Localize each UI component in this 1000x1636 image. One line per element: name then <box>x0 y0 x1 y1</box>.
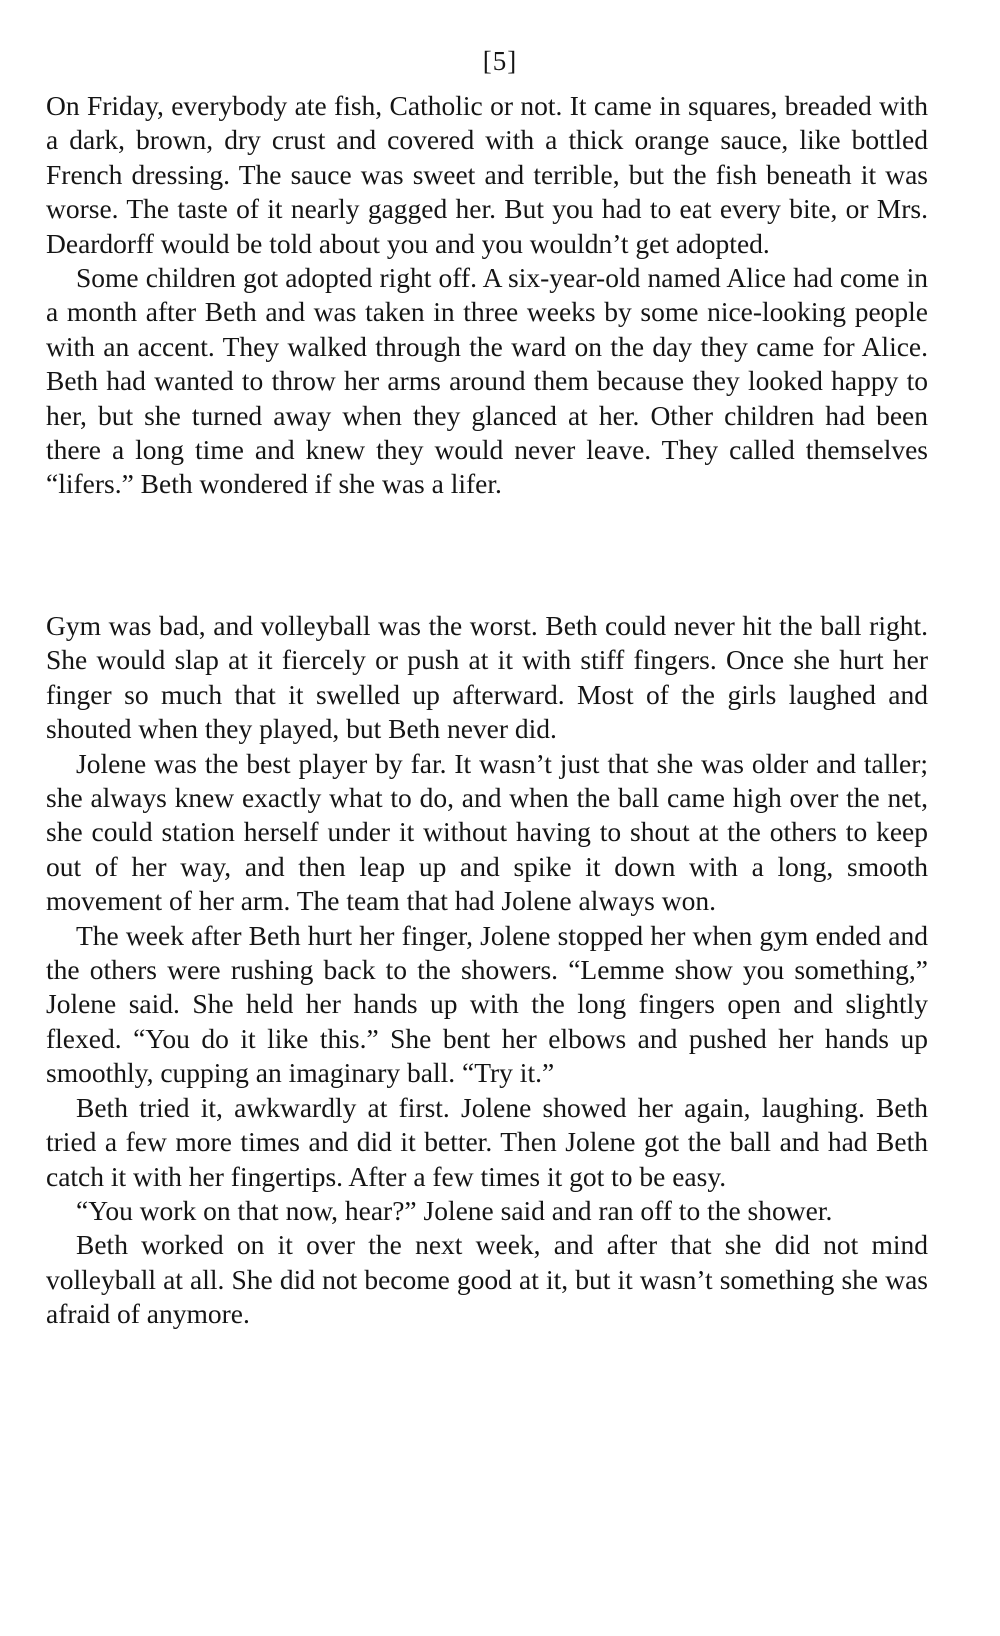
paragraph: Gym was bad, and volleyball was the worst. Beth could never hit the ball right. She would slap at it fiercely or push at it with stiff fingers. Once she hurt her finger so much that it swelled up afterward. Most of the girls laughed and shouted when they played, but Beth never did. <box>46 610 928 745</box>
paragraph: Beth worked on it over the next week, and after that she did not mind volleyball at all. She did not become good at it, but it wasn’t something she was afraid of anymore. <box>46 1229 928 1330</box>
paragraph: Jolene was the best player by far. It wasn’t just that she was older and taller; she always knew exactly what to do, and when the ball came high over the net, she could station herself under it without having to shout at the others to keep out of her way, and then leap up and spike it down with a long, smooth movement of her arm. The team that had Jolene always won. <box>46 747 928 917</box>
paragraph: The week after Beth hurt her finger, Jolene stopped her when gym ended and the others were rushing back to the showers. “Lemme show you something,” Jolene said. She held her hands up with the long fingers open and slightly flexed. “You do it like this.” She bent her elbows and pushed her hands up smoothly, cupping an imaginary ball. “Try it.” <box>46 919 928 1089</box>
page-number: [5] <box>482 46 518 76</box>
paragraph: On Friday, everybody ate fish, Catholic or not. It came in squares, breaded with a dark, brown, dry crust and covered with a thick orange sauce, like bottled French dressing. The sauce was sweet and terrible, but the fish beneath it was worse. The taste of it nearly gagged her. But you had to eat every bite, or Mrs. Deardorff would be told about you and you wouldn’t get adopted. <box>46 90 928 259</box>
paragraph: “You work on that now, hear?” Jolene said and ran off to the shower. <box>76 1194 833 1226</box>
paragraph: Beth tried it, awkwardly at first. Jolene showed her again, laughing. Beth tried a few more times and did it better. Then Jolene got the ball and had Beth catch it with her fingertips. After a few times it got to be easy. <box>46 1091 928 1192</box>
paragraph: Some children got adopted right off. A six-year-old named Alice had come in a month after Beth and was taken in three weeks by some nice-looking people with an accent. They walked through the ward on the day they came for Alice. Beth had wanted to throw her arms around them because they looked happy to her, but she turned away when they glanced at her. Other children had been there a long time and knew they would never leave. They called themselves “lifers.” Beth wondered if she was a lifer. <box>46 262 928 500</box>
section-1 <box>46 89 928 502</box>
section-2 <box>46 609 928 1332</box>
